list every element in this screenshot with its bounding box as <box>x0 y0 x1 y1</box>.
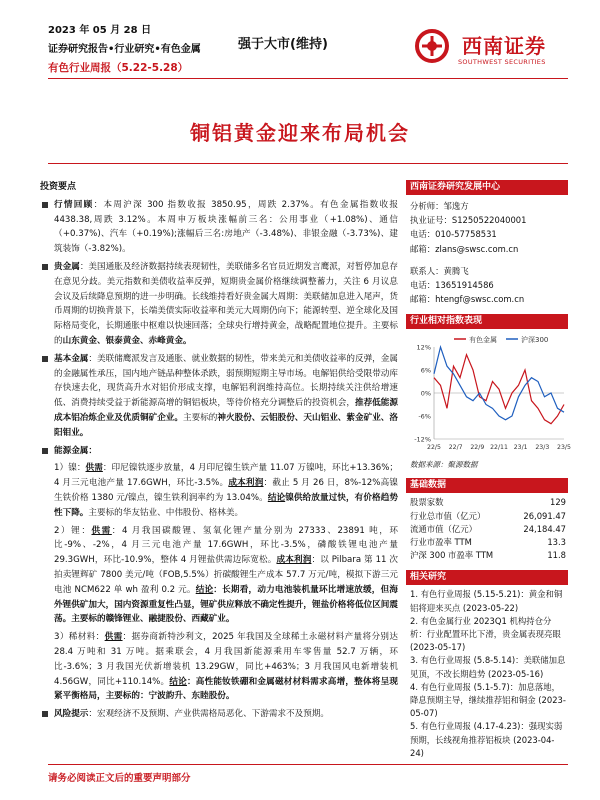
x-tick-label: 22/9 <box>470 444 485 452</box>
relative-index-chart <box>406 333 571 457</box>
contact-email[interactable]: 邮箱：htengf@swsc.com.cn <box>410 294 525 305</box>
legend-label: 有色金属 <box>469 336 497 345</box>
energy-metals: 能源金属： <box>40 444 398 459</box>
precious-metals: 贵金属：美国通胀及经济数据持续表现韧性，美联储多名官员近期发言鹰派，对暂停加息存在意见分歧。美元指数和美债收益率反弹，短期贵金属价格继续调整蓄力，关注 6 月议息会议及后续降息预期的进一步明确。长线维持看好贵金属大周期：美联储加息进入尾声，货币周期的切换背景下，长端美债实际收益率和美元大周期仍向下；能源转型、逆全球化及国际格局变化，长期通胀中枢难以快速回落；全球央行增持黄金，战略配置地位提升。主要标的山东黄金、银泰黄金、赤峰黄金。 <box>40 260 398 349</box>
contact-name: 联系人：黄腾飞 <box>410 265 469 276</box>
series-line <box>434 355 564 424</box>
logo-text: 西南证券 <box>462 34 546 58</box>
basics-table <box>406 496 568 562</box>
x-tick-label: 22/7 <box>448 444 463 452</box>
x-tick-label: 22/11 <box>490 444 508 452</box>
sidebar <box>406 180 571 760</box>
basics-row <box>406 523 568 536</box>
lithium-section: 2）锂：供需：4 月我国碳酸锂、氢氧化锂产量分别为 27333、23891 吨，环比-9%、-2%，4 月三元电池产量 17.6GWH，环比-3.5%，磷酸铁锂电池产量 29.3GWH，环比-10.9%，整体 4 月锂盐供需边际宽松。成本利润：以 Pilbara 第 11 次拍卖锂辉矿 7800 美元/吨（FOB,5.5%）折碳酸锂生产成本 57.7 万元/吨，模拟下游三元电池 NCM622 单 wh 盈利 0.2 元。结论：长期看，动力电池装机量环比增速放缓，但海外锂供矿加大，国内资源重复性凸显，锂矿供应释放不确定性提升，锂盐价格将低位区间震荡。主要标的赣锋锂业、融捷股份、西藏矿业。 <box>54 525 398 625</box>
series-line <box>434 347 564 420</box>
contact-phone: 电话：13651914586 <box>410 280 494 291</box>
research-item[interactable]: 1. 有色行业周报 (5.15-5.21)：黄金和铜铝将迎来买点 (2023-05-22) <box>410 589 563 613</box>
y-tick-label: -6% <box>418 412 431 421</box>
research-item[interactable]: 2. 有色金属行业 2023Q1 机构持仓分析：行业配置环比下滑，贵金属表现亮眼 (2023-05-17) <box>410 615 561 653</box>
analyst-cert: 执业证号：S1250522040001 <box>410 215 527 226</box>
chart-title: 行业相对指数表现 <box>406 314 568 329</box>
footer-disclaimer: 请务必阅读正文后的重要声明部分 <box>48 773 191 784</box>
basics-value: 13.3 <box>547 537 566 548</box>
weekly-label: 有色行业周报（5.22-5.28） <box>48 62 189 74</box>
x-tick-label: 23/1 <box>513 444 528 452</box>
team-title: 西南证券研究发展中心 <box>406 180 568 195</box>
summary-heading: 投资要点 <box>40 182 77 192</box>
basics-key: 行业市盈率 TTM <box>410 537 472 548</box>
chart-svg <box>406 333 571 457</box>
basics-row <box>406 549 568 562</box>
basics-value: 129 <box>550 497 566 508</box>
base-metals: 基本金属：美联储鹰派发言及通胀、就业数据的韧性，带来美元和美债收益率的反弹，金属的金融属性承压，国内地产链品种整体杀跌，弱预期短期主导市场。电解铝供给受限带动库存快速去化，现货高升水对铝价形成支撑，电解铝利润维持高位。长期持续关注供给增速低、消费持续受益于新能源高增的铜铝板块，等待价格充分调整后的投资机会，推荐低能源成本铝冶炼企业及优质铜矿企业。主要标的神火股份、云铝股份、天山铝业、紫金矿业、洛阳钼业。 <box>40 352 398 441</box>
logo-subtext: SOUTHWEST SECURITIES <box>458 58 546 66</box>
rating-label: 强于大市(维持) <box>238 37 328 52</box>
report-series: 证券研究报告•行业研究•有色金属 <box>48 44 201 55</box>
basics-row <box>406 496 568 509</box>
x-tick-label: 23/3 <box>535 444 550 452</box>
nickel-section: 1）镍：供需：印尼镍铁逐步放量，4 月印尼镍生铁产量 11.07 万镍吨，环比+13.36%；4 月三元电池产量 17.6GWH，环比-3.5%。成本利润：截止 5 月 26 日，8%-12%高镍生铁价格 1380 元/镍点，镍生铁利润率约为 13.04%。结论镍供给放量过快，有价格趋势性下降。主要标的华友钴业、中伟股份、格林美。 <box>54 463 398 518</box>
basics-title: 基础数据 <box>406 478 568 493</box>
x-tick-label: 23/5 <box>557 444 571 452</box>
rare-earth-section: 3）稀材料：供需：据券商新特沙利文，2025 年我国及全球稀土永磁材料产量将分别达 28.4 万吨和 31 万吨。据乘联会，4 月我国新能源乘用车零售量 52.7 万辆，环比-3.6%；3 月我国光伏新增装机 13.29GW，同比+463%；3 月我国风电新增装机 4.56GW，同比+110.14%。结论：高性能钕铁硼和金属磁材材料需求高增，整体将呈现紧平衡格局，主要标的：宁波韵升、东睦股份。 <box>54 632 398 702</box>
chart-source: 数据来源：聚源数据 <box>410 460 478 470</box>
risk-warning: 风险提示：宏观经济不及预期、产业供需格局恶化、下游需求不及预期。 <box>40 707 398 722</box>
basics-key: 股票家数 <box>410 497 444 508</box>
research-item[interactable]: 5. 有色行业周报 (4.17-4.23)：强现实弱预期，长线视角推荐铝板块 (2023-04-24) <box>410 721 563 758</box>
footer <box>48 770 568 784</box>
basics-key: 沪深 300 市盈率 TTM <box>410 550 494 561</box>
basics-key: 流通市值（亿元） <box>410 523 477 534</box>
title-divider <box>48 163 568 164</box>
investment-summary <box>40 180 398 725</box>
y-tick-label: 12% <box>416 343 431 352</box>
analyst-email[interactable]: 邮箱：zlans@swsc.com.cn <box>410 243 519 254</box>
legend-label: 沪深300 <box>521 336 549 345</box>
research-item[interactable]: 3. 有色行业周报 (5.8-5.14)：美联储加息见顶，不改长期趋势 (2023-05-16) <box>410 655 566 679</box>
report-date: 2023 年 05 月 28 日 <box>48 25 152 36</box>
basics-value: 11.8 <box>547 550 566 561</box>
y-tick-label: 6% <box>420 366 431 375</box>
y-tick-label: 0% <box>420 389 431 398</box>
basics-value: 26,091.47 <box>523 510 566 521</box>
research-item[interactable]: 4. 有色行业周报 (5.1-5.7)：加息落地，降息预期主导，继续推荐铝和铜金 (2023-05-07) <box>410 681 566 719</box>
report-title: 铜铝黄金迎来布局机会 <box>190 121 410 145</box>
x-tick-label: 22/5 <box>427 444 441 452</box>
basics-value: 24,184.47 <box>523 523 566 534</box>
basics-row <box>406 510 568 523</box>
analyst-phone: 电话：010-57758531 <box>410 229 497 240</box>
market-review: 行情回顾：本周沪深 300 指数收报 3850.95，周跌 2.37%。有色金属指数收报 4438.38,周跌 3.12%。本周申万板块涨幅前三名：公用事业（+1.08%)、通信（+0.37%)、汽车（+0.19%);涨幅后三名:房地产（-3.48%)、非银金融（-3.73%)、建筑装饰（-3.82%)。 <box>40 198 398 257</box>
y-tick-label: -12% <box>414 435 431 444</box>
header-divider <box>48 78 568 79</box>
research-title: 相关研究 <box>406 570 568 585</box>
analyst-name: 分析师：邹逸方 <box>410 201 469 211</box>
basics-row <box>406 536 568 549</box>
basics-key: 行业总市值（亿元） <box>410 510 486 521</box>
research-list <box>406 588 568 760</box>
